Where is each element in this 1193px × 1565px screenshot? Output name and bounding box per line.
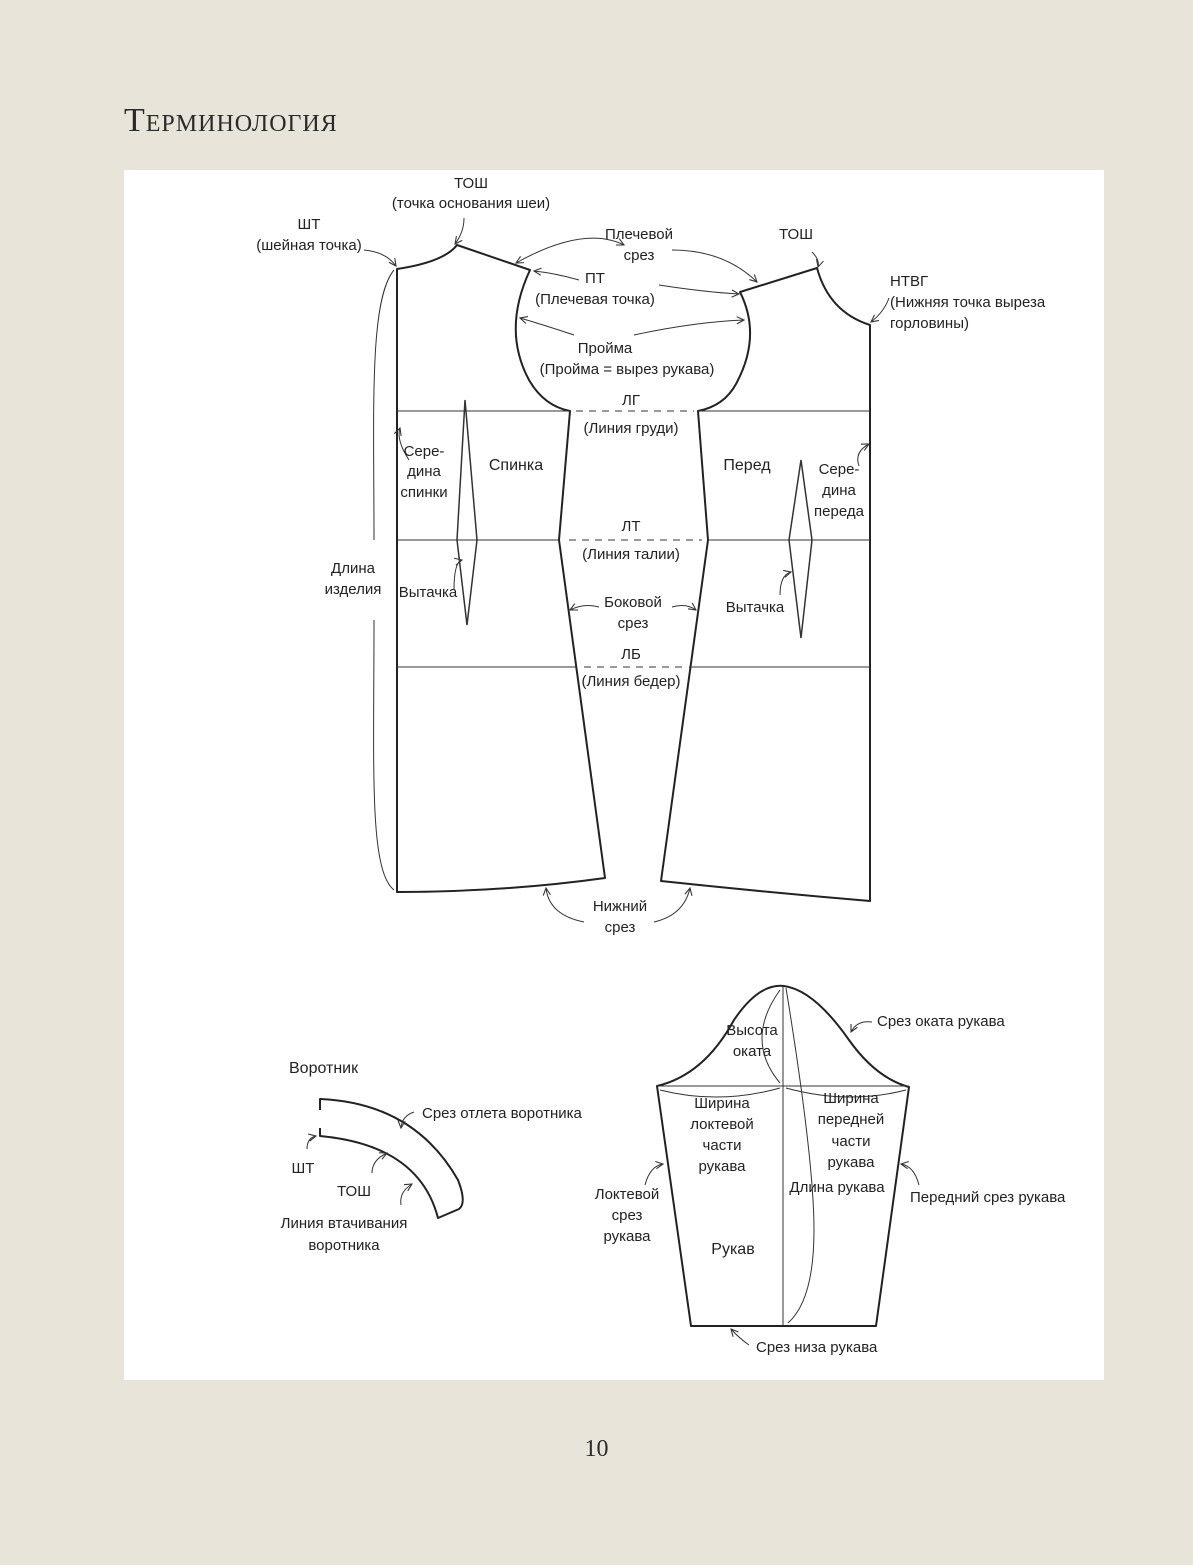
label-collar-outer: Срез отлета воротника <box>422 1105 582 1122</box>
label-armhole-desc: (Пройма = вырез рукава) <box>539 361 715 378</box>
arrow-side-seam-right <box>672 606 696 610</box>
label-ntvg-desc-2: горловины) <box>890 315 969 332</box>
length-arc <box>374 270 394 540</box>
label-sleeve-hem: Срез низа рукава <box>756 1339 878 1356</box>
label-sleeve-name: Рукав <box>711 1241 755 1258</box>
label-dart-front: Вытачка <box>725 599 785 616</box>
label-side-seam-1: Боковой <box>604 594 662 611</box>
label-collar-sht: ШТ <box>291 1160 315 1177</box>
arrow-sleeve-cap <box>851 1022 872 1032</box>
label-side-seam-2: срез <box>617 615 649 632</box>
arrow-collar-tosh <box>372 1153 387 1173</box>
arrow-sleeve-elbow-seam <box>645 1164 663 1185</box>
label-elbow-seam-1: Локтевой <box>594 1186 660 1203</box>
label-center-front-2: дина <box>822 482 856 499</box>
label-sht: ШТ <box>297 216 321 233</box>
label-length-2: изделия <box>324 581 382 598</box>
arrow-sleeve-hem <box>731 1329 749 1345</box>
arrow-center-front <box>858 444 869 466</box>
label-lt-desc: (Линия талии) <box>582 546 680 563</box>
label-elbow-seam-3: рукава <box>603 1228 651 1245</box>
back-piece-outline <box>397 245 605 892</box>
arrow-tosh-back <box>455 218 464 244</box>
label-sleeve-cap: Срез оката рукава <box>877 1013 1005 1030</box>
label-lg-desc: (Линия груди) <box>583 420 679 437</box>
front-dart <box>789 460 812 638</box>
collar-title: Воротник <box>289 1060 359 1077</box>
label-lg: ЛГ <box>622 392 640 409</box>
label-shoulder-seam-2: срез <box>623 247 655 264</box>
arrow-armhole-right <box>634 320 744 335</box>
label-ntvg: НТВГ <box>890 273 929 290</box>
terminology-diagram <box>124 170 1104 1380</box>
arrow-shoulder-seam-right <box>672 250 757 282</box>
label-center-back-2: дина <box>407 463 441 480</box>
label-lb: ЛБ <box>621 646 641 663</box>
label-shoulder-seam-1: Плечевой <box>604 226 674 243</box>
label-armhole: Пройма <box>577 340 633 357</box>
label-collar-seam-2: воротника <box>308 1237 380 1254</box>
label-center-front-3: переда <box>814 503 864 520</box>
label-collar-tosh: ТОШ <box>337 1183 371 1200</box>
arrow-tosh-front <box>812 252 818 267</box>
label-front-width-3: части <box>831 1133 871 1150</box>
label-dart-back: Вытачка <box>398 584 458 601</box>
arrow-armhole-left <box>520 318 574 335</box>
label-center-front-1: Сере- <box>818 461 860 478</box>
label-back-width-2: локтевой <box>690 1116 754 1133</box>
label-tosh-back: ТОШ <box>454 175 488 192</box>
label-lt: ЛТ <box>621 518 641 535</box>
label-front-width-1: Ширина <box>823 1090 879 1107</box>
arrow-hem-left <box>546 888 584 922</box>
label-sht-desc: (шейная точка) <box>256 237 362 254</box>
label-tosh-front: ТОШ <box>779 226 813 243</box>
label-sleeve-length: Длина рукава <box>789 1179 885 1196</box>
arrow-hem-right <box>654 888 690 922</box>
label-front: Перед <box>723 457 771 474</box>
label-back-width-4: рукава <box>698 1158 746 1175</box>
label-front-width-2: передней <box>817 1111 885 1128</box>
arrow-sleeve-front-seam <box>901 1164 919 1185</box>
arrow-collar-sht <box>307 1136 316 1149</box>
label-collar-seam-1: Линия втачивания <box>280 1215 408 1232</box>
arrow-collar-seam <box>401 1184 412 1205</box>
page-title: Терминология <box>124 102 338 139</box>
label-lb-desc: (Линия бедер) <box>581 673 681 690</box>
label-back-width-1: Ширина <box>694 1095 750 1112</box>
label-tosh-back-desc: (точка основания шеи) <box>391 195 551 212</box>
arrow-pt-right <box>659 285 739 294</box>
arrow-ntvg <box>871 298 889 322</box>
label-cap-height-1: Высота <box>726 1022 778 1039</box>
page-number: 10 <box>584 1436 609 1462</box>
arrow-dart-front <box>780 572 791 595</box>
label-cap-height-2: оката <box>732 1043 772 1060</box>
label-length-1: Длина <box>331 560 375 577</box>
label-center-back-1: Сере- <box>403 443 445 460</box>
label-hem-2: срез <box>604 919 636 936</box>
label-hem-1: Нижний <box>592 898 648 915</box>
arrow-pt-left <box>534 271 579 280</box>
label-back: Спинка <box>488 457 544 474</box>
label-elbow-seam-2: срез <box>611 1207 643 1224</box>
diagram-panel <box>124 170 1104 1380</box>
label-front-width-4: рукава <box>827 1154 875 1171</box>
label-center-back-3: спинки <box>400 484 448 501</box>
arrow-side-seam-left <box>570 606 599 610</box>
label-ntvg-desc-1: (Нижняя точка выреза <box>890 294 1046 311</box>
back-dart <box>457 400 477 625</box>
sleeve-length-arc <box>786 988 814 1323</box>
label-pt: ПТ <box>585 270 605 287</box>
arrow-sht <box>364 250 396 266</box>
label-back-width-3: части <box>702 1137 742 1154</box>
label-sleeve-front-seam: Передний срез рукава <box>910 1189 1066 1206</box>
label-pt-desc: (Плечевая точка) <box>535 291 655 308</box>
length-arc-lower <box>374 620 394 890</box>
